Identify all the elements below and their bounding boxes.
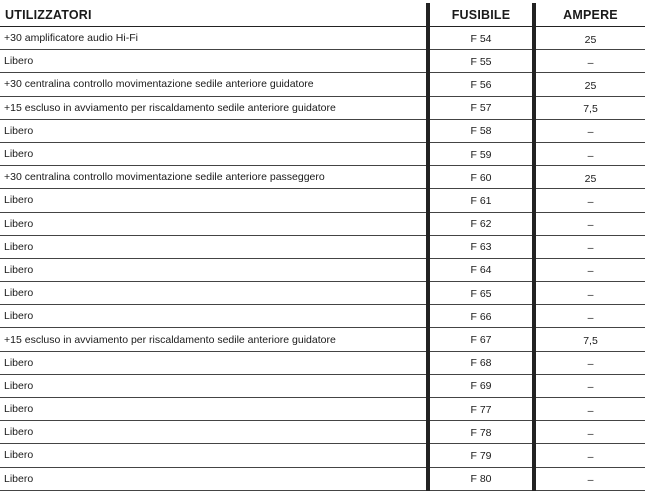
ampere-cell: – [534,50,645,73]
fuse-cell: F 80 [428,467,534,490]
table-body [0,27,645,491]
table-row [0,235,645,258]
fuse-cell: F 56 [428,73,534,96]
header-fusibile: FUSIBILE [428,3,534,27]
fuse-cell: F 69 [428,374,534,397]
fuse-table [0,3,645,491]
ampere-cell: – [534,444,645,467]
user-cell: Libero [0,258,428,281]
table-row [0,328,645,351]
user-cell: Libero [0,374,428,397]
ampere-cell: – [534,421,645,444]
ampere-cell: – [534,119,645,142]
user-cell: +30 centralina controllo movimentazione sedile anteriore passeggero [0,166,428,189]
fuse-cell: F 63 [428,235,534,258]
fuse-cell: F 65 [428,282,534,305]
ampere-cell: – [534,374,645,397]
table-row [0,50,645,73]
table-row [0,258,645,281]
table-row [0,189,645,212]
user-cell: +15 escluso in avviamento per riscaldamento sedile anteriore guidatore [0,96,428,119]
fuse-cell: F 77 [428,398,534,421]
table-row [0,119,645,142]
table-row [0,166,645,189]
user-cell: Libero [0,142,428,165]
fuse-cell: F 66 [428,305,534,328]
table-row [0,467,645,490]
fuse-cell: F 79 [428,444,534,467]
table-header [0,3,645,27]
user-cell: Libero [0,50,428,73]
fuse-cell: F 60 [428,166,534,189]
table-row [0,351,645,374]
table-row [0,282,645,305]
user-cell: Libero [0,351,428,374]
fuse-cell: F 67 [428,328,534,351]
fuse-cell: F 61 [428,189,534,212]
ampere-cell: – [534,235,645,258]
ampere-cell: – [534,398,645,421]
fuse-cell: F 64 [428,258,534,281]
table-row [0,444,645,467]
table-row [0,212,645,235]
user-cell: +30 centralina controllo movimentazione sedile anteriore guidatore [0,73,428,96]
fuse-cell: F 78 [428,421,534,444]
table-row [0,374,645,397]
table-row [0,73,645,96]
user-cell: Libero [0,282,428,305]
ampere-cell: – [534,258,645,281]
user-cell: +30 amplificatore audio Hi-Fi [0,27,428,50]
user-cell: Libero [0,398,428,421]
ampere-cell: – [534,142,645,165]
user-cell: Libero [0,189,428,212]
table-row [0,305,645,328]
ampere-cell: 7,5 [534,328,645,351]
user-cell: Libero [0,119,428,142]
user-cell: Libero [0,305,428,328]
ampere-cell: 25 [534,73,645,96]
header-ampere: AMPERE [534,3,645,27]
fuse-cell: F 59 [428,142,534,165]
ampere-cell: 25 [534,27,645,50]
user-cell: Libero [0,467,428,490]
table-row [0,27,645,50]
header-utilizzatori: UTILIZZATORI [0,3,428,27]
fuse-cell: F 57 [428,96,534,119]
user-cell: Libero [0,235,428,258]
table-row [0,398,645,421]
fuse-cell: F 68 [428,351,534,374]
user-cell: Libero [0,212,428,235]
ampere-cell: – [534,351,645,374]
fuse-cell: F 62 [428,212,534,235]
ampere-cell: 7,5 [534,96,645,119]
ampere-cell: 25 [534,166,645,189]
user-cell: Libero [0,444,428,467]
ampere-cell: – [534,467,645,490]
user-cell: +15 escluso in avviamento per riscaldamento sedile anteriore guidatore [0,328,428,351]
table-row [0,142,645,165]
fuse-cell: F 58 [428,119,534,142]
user-cell: Libero [0,421,428,444]
table-row [0,96,645,119]
fuse-cell: F 54 [428,27,534,50]
ampere-cell: – [534,189,645,212]
header-row [0,3,645,27]
fuse-cell: F 55 [428,50,534,73]
table-row [0,421,645,444]
ampere-cell: – [534,282,645,305]
ampere-cell: – [534,305,645,328]
ampere-cell: – [534,212,645,235]
